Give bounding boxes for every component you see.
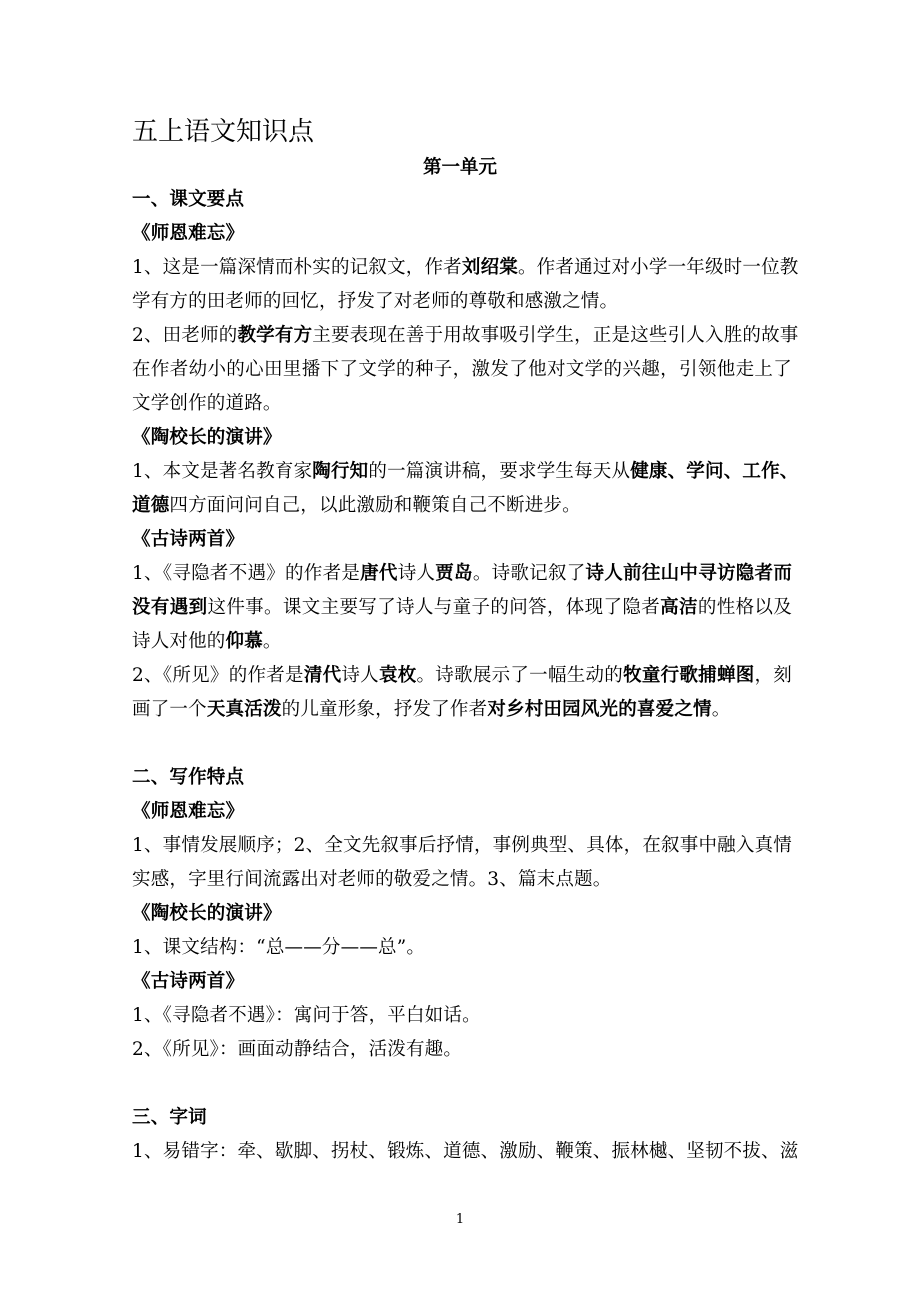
paragraph-line (132, 698, 792, 722)
text-run: 。 (711, 699, 731, 720)
lesson-title: 《师恩难忘》 (132, 801, 245, 822)
lesson-title: 《师恩难忘》 (132, 223, 245, 244)
keyword: 唐代 (360, 563, 398, 584)
document-title: 五上语文知识点 (132, 117, 315, 147)
text-run: 的儿童形象，抒发了作者 (281, 699, 488, 720)
keyword: 诗人前往山中寻访隐者而 (585, 563, 793, 584)
paragraph-line (132, 596, 792, 620)
keyword: 仰慕 (225, 631, 263, 652)
keyword: 高洁 (660, 597, 698, 618)
keyword: 道德 (132, 495, 170, 516)
page-number: 1 (455, 1212, 465, 1227)
text-run: 2、田老师的 (132, 325, 238, 346)
text-run: 。 (262, 631, 282, 652)
text-run: 主要表现在善于用故事吸引学生，正是这些引人入胜的故事 (312, 325, 799, 346)
lesson-title: 《古诗两首》 (132, 971, 245, 992)
paragraph-line (132, 494, 792, 518)
section-heading: 二、写作特点 (132, 767, 245, 788)
text-run: ，刻 (754, 665, 792, 686)
paragraph-line (132, 324, 799, 348)
text-run: 。诗歌展示了一幅生动的 (416, 665, 624, 686)
paragraph-line (132, 256, 799, 280)
text-run: 诗人 (397, 563, 436, 584)
keyword: 天真活泼 (206, 699, 282, 720)
text-run: 。诗歌记叙了 (472, 563, 586, 584)
text-run: 1、这是一篇深情而朴实的记叙文，作者 (132, 257, 462, 278)
paragraph-line: 1、易错字：牵、歇脚、拐杖、锻炼、道德、激励、鞭策、振林樾、坚韧不拔、滋 (132, 1141, 799, 1162)
text-run: 2、《所见》的作者是 (132, 665, 304, 686)
text-run: 的性格以及 (697, 597, 792, 618)
keyword: 陶行知 (312, 461, 369, 482)
text-run: 。作者通过对小学一年级时一位教 (517, 257, 799, 278)
keyword: 清代 (303, 665, 342, 686)
text-run: 1、本文是著名教育家 (132, 461, 313, 482)
paragraph-line: 在作者幼小的心田里播下了文学的种子，激发了他对文学的兴趣，引领他走上了 (132, 359, 792, 380)
lesson-title: 《陶校长的演讲》 (132, 903, 282, 924)
paragraph-line (132, 562, 792, 586)
section-heading: 三、字词 (132, 1107, 207, 1128)
text-run: 四方面问问自己，以此激励和鞭策自己不断进步。 (169, 495, 581, 516)
paragraph-line: 学有方的田老师的回忆，抒发了对老师的尊敬和感激之情。 (132, 291, 619, 312)
paragraph-line: 文学创作的道路。 (132, 393, 282, 414)
section-heading: 一、课文要点 (132, 189, 245, 210)
keyword: 牧童行歌捕蝉图 (623, 665, 755, 686)
unit-title: 第一单元 (422, 157, 497, 178)
keyword: 健康、学问、工作、 (630, 461, 799, 482)
lesson-title: 《陶校长的演讲》 (132, 427, 282, 448)
keyword: 贾岛 (435, 563, 473, 584)
paragraph-line: 2、《所见》：画面动静结合，活泼有趣。 (132, 1039, 463, 1060)
paragraph-line: 1、《寻隐者不遇》：寓问于答，平白如话。 (132, 1005, 481, 1026)
paragraph-line (132, 460, 799, 484)
paragraph-line (132, 664, 792, 688)
text-run: 的一篇演讲稿，要求学生每天从 (368, 461, 631, 482)
text-run: 1、《寻隐者不遇》的作者是 (132, 563, 361, 584)
paragraph-line (132, 630, 792, 654)
paragraph-line: 1、课文结构：“总——分——总”。 (132, 937, 426, 958)
keyword: 袁枚 (378, 665, 417, 686)
keyword: 没有遇到 (132, 597, 208, 618)
lesson-title: 《古诗两首》 (132, 529, 245, 550)
keyword: 教学有方 (237, 325, 313, 346)
keyword: 刘绍棠 (461, 257, 518, 278)
text-run: 画了一个 (132, 699, 207, 720)
text-run: 这件事。课文主要写了诗人与童子的问答，体现了隐者 (207, 597, 661, 618)
paragraph-line: 实感，字里行间流露出对老师的敬爱之情。3、篇末点题。 (132, 869, 612, 890)
text-run: 诗人对他的 (132, 631, 226, 652)
paragraph-line: 1、事情发展顺序；2、全文先叙事后抒情，事例典型、具体，在叙事中融入真情 (132, 835, 792, 856)
text-run: 诗人 (341, 665, 379, 686)
keyword: 对乡村田园风光的喜爱之情 (487, 699, 712, 720)
